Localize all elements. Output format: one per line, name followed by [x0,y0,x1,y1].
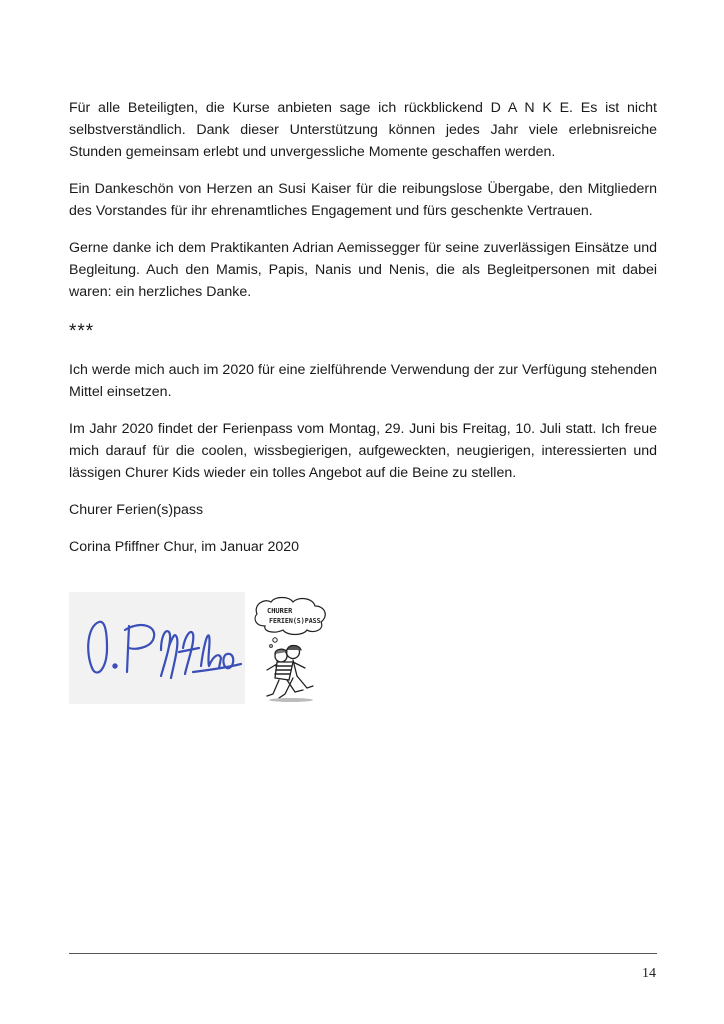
signature-area [69,592,349,706]
paragraph-thanks-course-providers: Für alle Beteiligten, die Kurse anbieten sage ich rückblickend D A N K E. Es ist nicht selbstverständlich. Dank dieser Unterstützung können jedes Jahr viele erlebnisreiche Stunden gemeinsam erlebt und unvergessliche Momente geschaffen werden. [69,100,657,160]
logo-text-line2: FERIEN(S)PASS [269,617,321,625]
closing-author-date: Corina Pfiffner Chur, im Januar 2020 [69,539,300,555]
footer-divider [69,953,657,954]
page-number: 14 [642,966,656,981]
paragraph-thanks-susi-kaiser: Ein Dankeschön von Herzen an Susi Kaiser für die reibungslose Übergabe, den Mitgliedern des Vorstandes für ihr ehrenamtliches Engagement und fürs geschenkte Vertrauen. [69,181,657,219]
document-body [69,97,657,558]
closing-organization: Churer Ferien(s)pass [69,502,204,518]
paragraph-thanks-intern: Gerne danke ich dem Praktikanten Adrian Aemissegger für seine zuverlässigen Einsätze und Begleitung. Auch den Mamis, Papis, Nanis und Nenis, die als Begleitpersonen mit dabei waren: ein herzliches Danke. [69,240,657,300]
logo-text-line1: CHURER [267,607,293,615]
paragraph-funds-2020: Ich werde mich auch im 2020 für eine zielführende Verwendung der zur Verfügung stehenden Mittel einsetzen. [69,362,657,400]
separator-asterisks: *** [69,321,95,342]
paragraph-ferienpass-dates: Im Jahr 2020 findet der Ferienpass vom Montag, 29. Juni bis Freitag, 10. Juli statt. Ich freue mich darauf für die coolen, wissbegierigen, aufgeweckten, neugierigen, interessierten und lässigen Churer Kids wieder ein tolles Angebot auf die Beine zu stellen. [69,421,657,481]
handwritten-signature-icon [69,592,245,704]
running-kids-mascot-icon [247,594,343,706]
